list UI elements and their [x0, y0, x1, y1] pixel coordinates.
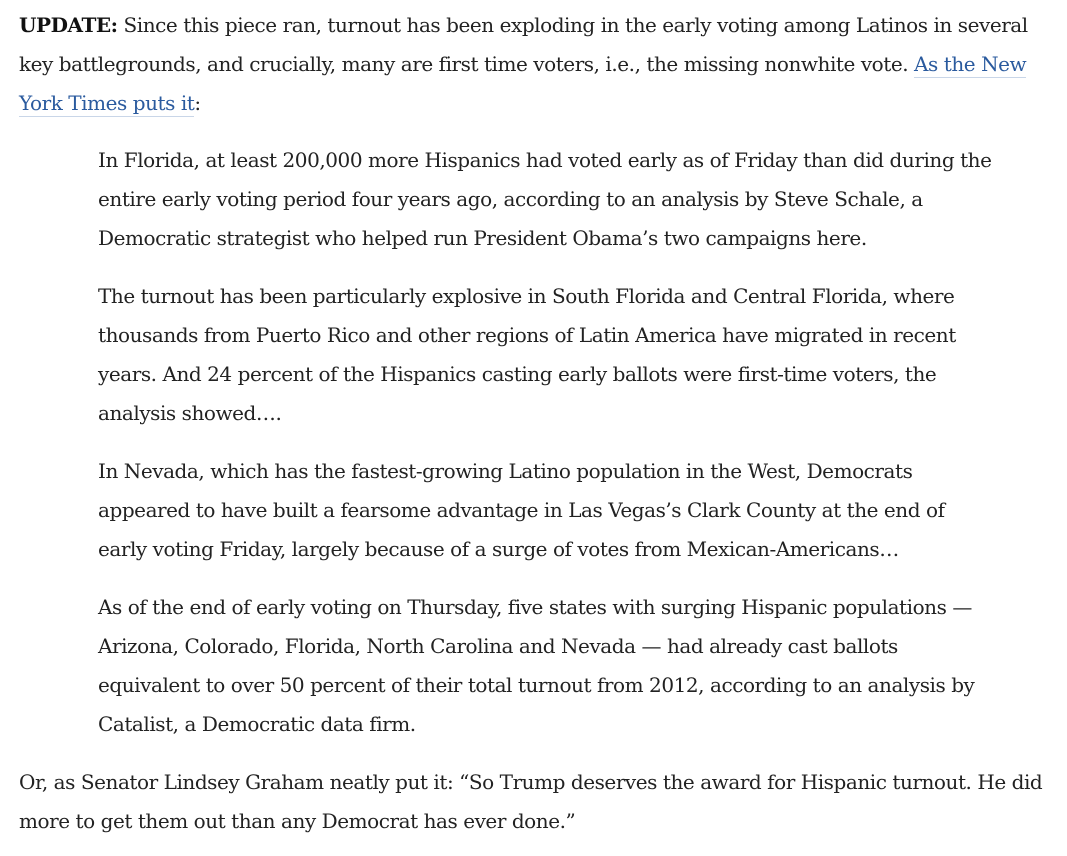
graham-paragraph: Or, as Senator Lindsey Graham neatly put it: “So Trump deserves the award for Hispanic turnout. He did more to get them out than any Democrat has ever done.” — [19, 770, 1043, 833]
quote-paragraph-turnout: The turnout has been particularly explosive in South Florida and Central Florida, where thousands from Puerto Rico and other regions of Latin America have migrated in recent years. And 24 percent of the Hispanics casting early ballots were first-time voters, the analysis showed…. — [98, 284, 956, 425]
quote-paragraph-catalist: As of the end of early voting on Thursday, five states with surging Hispanic populations — Arizona, Colorado, Florida, North Carolina and Nevada — had already cast ballots equivalent to over 50 percent of their total turnout from 2012, according to an analysis by Catalist, a Democratic data firm. — [98, 595, 975, 736]
nyt-article-link[interactable]: As the New York Times puts it — [19, 52, 1027, 115]
quote-paragraph-florida: In Florida, at least 200,000 more Hispanics had voted early as of Friday than did during the entire early voting period four years ago, according to an analysis by Steve Schale, a Democratic strategist who helped run President Obama’s two campaigns here. — [98, 148, 992, 250]
quote-paragraph-nevada: In Nevada, which has the fastest-growing Latino population in the West, Democrats appeared to have built a fearsome advantage in Las Vegas’s Clark County at the end of early voting Friday, largely because of a surge of votes from Mexican-Americans… — [98, 459, 945, 561]
update-text: Since this piece ran, turnout has been exploding in the early voting among Latinos in several key battlegrounds, and crucially, many are first time voters, i.e., the missing nonwhite vote. — [19, 13, 1028, 76]
nyt-blockquote — [98, 141, 998, 744]
update-label: UPDATE: — [19, 13, 118, 37]
update-paragraph — [19, 6, 1065, 123]
update-colon: : — [194, 91, 201, 115]
article-body — [19, 6, 1065, 841]
